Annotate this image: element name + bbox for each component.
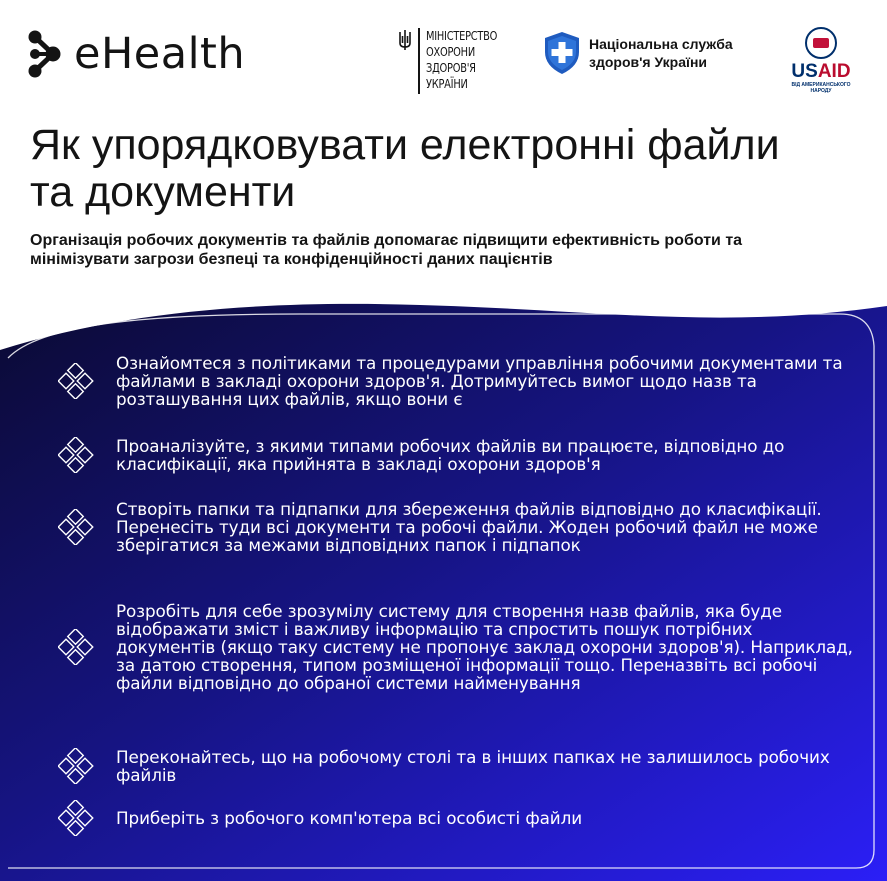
usaid-word-aid: AID (817, 61, 851, 82)
diamond-cluster-icon (58, 748, 94, 784)
tip-text: Розробіть для себе зрозумілу систему для створення назв файлів, яка буде відображати зміст і важливу інформацію та спростить пошук потрібних документів (якщо таку систему не пропонує заклад охорони здоров'я). Наприклад, за датою створення, типом розміщеної інформації тощо. Переназвіть всі робочі файли відповідно до обраної системи найменування (116, 601, 853, 693)
tip-text: Переконайтесь, що на робочому столі та в інших папках не залишилось робочих файлів (116, 747, 830, 785)
list-item (58, 500, 856, 554)
tip-text: Створіть папки та підпапки для збереження файлів відповідно до класифікації. Перенесіть туди всі документи та робочі файли. Жоден робочий файл не може зберігатися за межами відповідних папок і підпапок (116, 499, 822, 555)
list-item (58, 437, 856, 473)
page-title: Як упорядковувати електронні файли та документи (30, 121, 780, 216)
nszu-text: Національна служба здоров'я України (589, 36, 733, 70)
list-item (58, 748, 856, 784)
diamond-cluster-icon (58, 437, 94, 473)
diamond-cluster-icon (58, 509, 94, 545)
usaid-word-us: US (791, 61, 818, 82)
list-item (58, 602, 856, 692)
diamond-cluster-icon (58, 363, 94, 399)
diamond-cluster-icon (58, 629, 94, 665)
usaid-tagline: ВІД АМЕРИКАНСЬКОГО НАРОДУ (791, 82, 851, 94)
ministry-text: МІНІСТЕРСТВО ОХОРОНИ ЗДОРОВ'Я УКРАЇНИ (425, 29, 497, 91)
tip-text: Проаналізуйте, з якими типами робочих файлів ви працюєте, відповідно до класифікації, яка прийнята в закладі охорони здоров'я (116, 436, 785, 474)
logo-text: eHealth (74, 29, 246, 79)
tip-text: Ознайомтеся з політиками та процедурами управління робочими документами та файлами в закладі охорони здоров'я. Дотримуйтесь вимог щодо назв та розташування цих файлів, якщо вони є (116, 353, 843, 409)
list-item (58, 354, 856, 408)
list-item (58, 800, 856, 836)
page-subtitle: Організація робочих документів та файлів допомагає підвищити ефективність роботи та мінімізувати загрози безпеці та конфіденційності даних пацієнтів (30, 232, 743, 268)
tip-text: Приберіть з робочого комп'ютера всі особисті файли (116, 808, 582, 828)
diamond-cluster-icon (58, 800, 94, 836)
